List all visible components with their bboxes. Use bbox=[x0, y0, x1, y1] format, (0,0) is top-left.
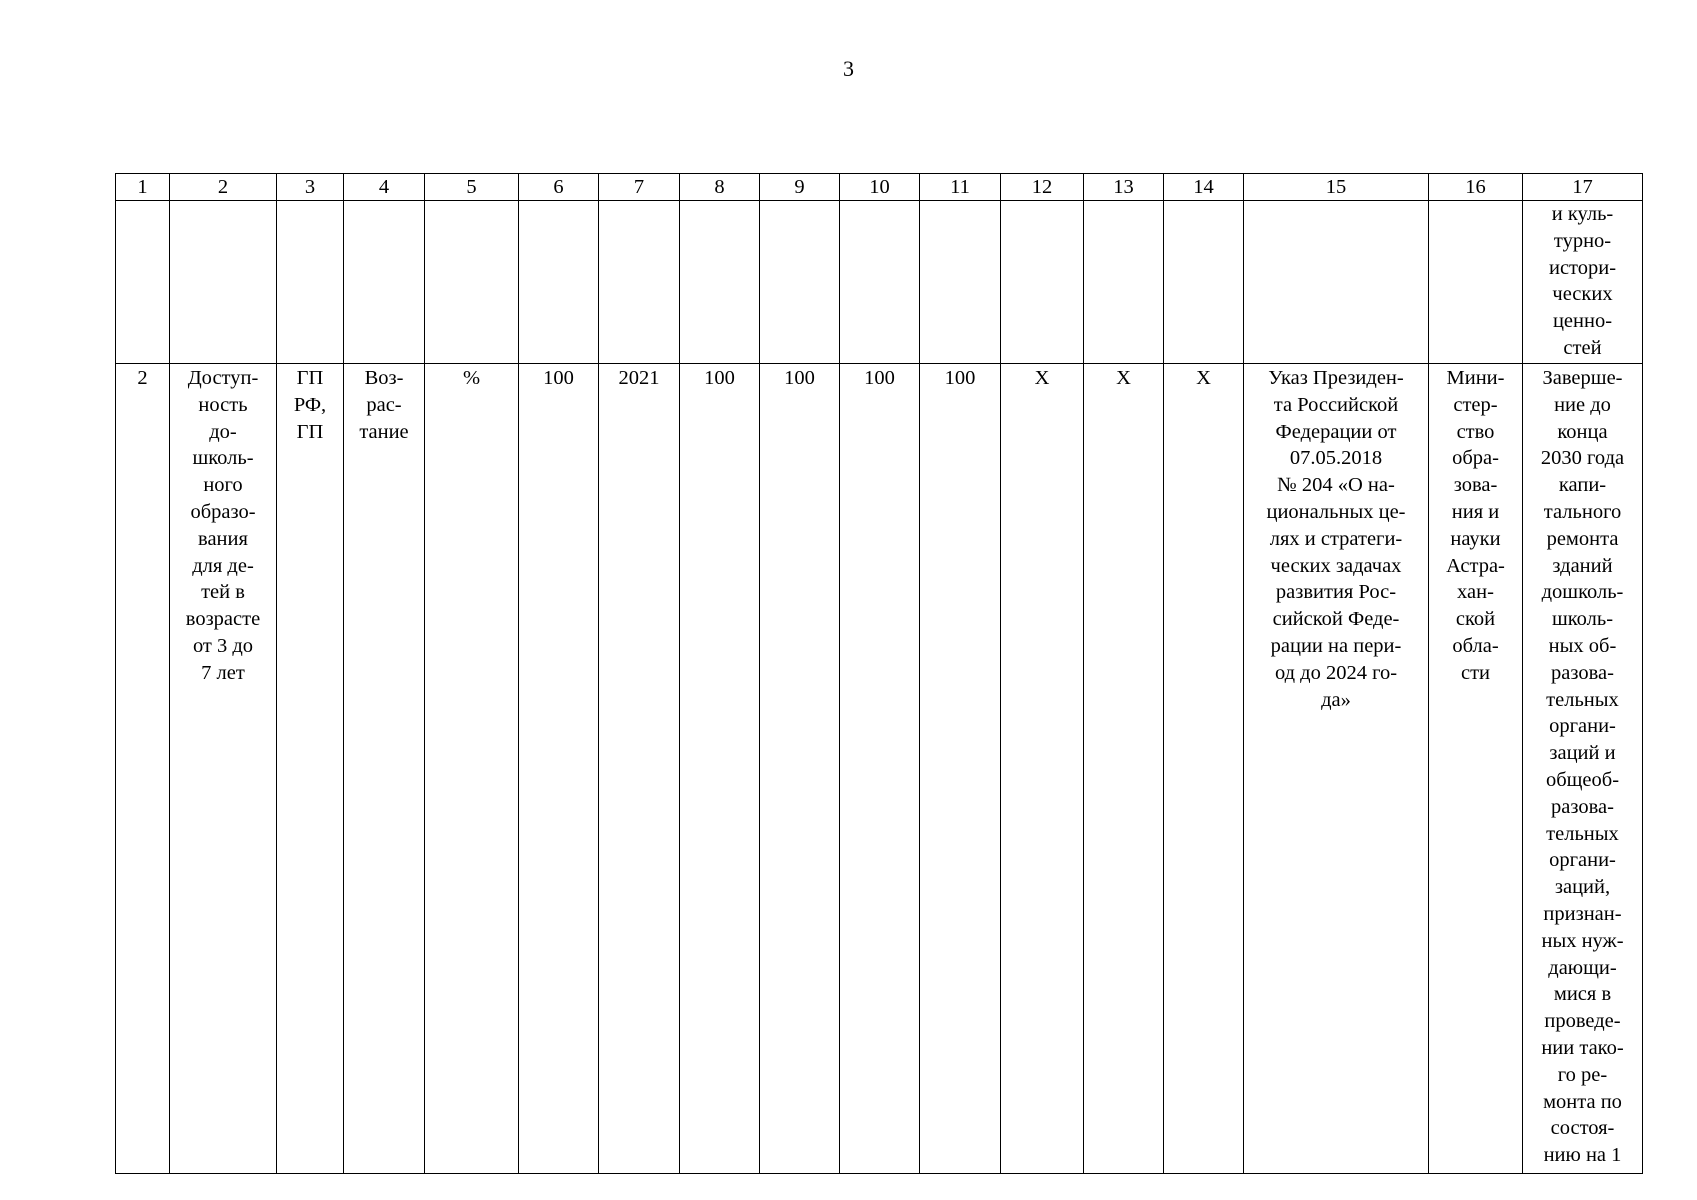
header-cell: 7 bbox=[599, 174, 680, 201]
indicator-name-cell: Доступ- ность до- школь- ного образо- вания для де- тей в возрасте от 3 до 7 лет bbox=[170, 364, 277, 1174]
table-cell bbox=[1244, 201, 1429, 364]
responsible-body-cell: Мини- стер- ство обра- зова- ния и науки Астра- хан- ской обла- сти bbox=[1429, 364, 1523, 1174]
value-cell: Х bbox=[1164, 364, 1244, 1174]
note-cell: Заверше- ние до конца 2030 года капи- тального ремонта зданий дошколь- школь- ных об- разова- тельных органи- заций и общеоб- разова- тельных органи- заций, признан- ных нуж- дающи- мися в проведе- нии тако- го ре- монта по состоя- нию на 1 bbox=[1523, 364, 1643, 1174]
value-cell: 100 bbox=[920, 364, 1001, 1174]
value-cell: 100 bbox=[840, 364, 920, 1174]
table-cell: Воз- рас- тание bbox=[344, 364, 425, 1174]
table-row bbox=[116, 201, 1643, 364]
table-cell bbox=[519, 201, 599, 364]
header-cell: 15 bbox=[1244, 174, 1429, 201]
header-cell: 12 bbox=[1001, 174, 1084, 201]
header-cell: 14 bbox=[1164, 174, 1244, 201]
table-cell bbox=[599, 201, 680, 364]
table-cell: ГП РФ, ГП bbox=[277, 364, 344, 1174]
table-cell bbox=[680, 201, 760, 364]
document-reference-cell: Указ Президен- та Российской Федерации от 07.05.2018 № 204 «О на- циональных це- лях и стратеги- ческих задачах развития Рос- сийской Феде- рации на пери- од до 2024 го- да» bbox=[1244, 364, 1429, 1174]
value-cell: 100 bbox=[760, 364, 840, 1174]
table-cell bbox=[840, 201, 920, 364]
header-cell: 2 bbox=[170, 174, 277, 201]
table-cell bbox=[277, 201, 344, 364]
header-cell: 8 bbox=[680, 174, 760, 201]
table-cell bbox=[425, 201, 519, 364]
data-table bbox=[115, 173, 1643, 1174]
header-cell: 10 bbox=[840, 174, 920, 201]
table-cell bbox=[920, 201, 1001, 364]
header-cell: 4 bbox=[344, 174, 425, 201]
table-cell bbox=[760, 201, 840, 364]
header-cell: 13 bbox=[1084, 174, 1164, 201]
row-number-cell: 2 bbox=[116, 364, 170, 1174]
header-cell: 11 bbox=[920, 174, 1001, 201]
value-cell: 100 bbox=[519, 364, 599, 1174]
year-cell: 2021 bbox=[599, 364, 680, 1174]
page-number: 3 bbox=[843, 56, 854, 81]
header-cell: 6 bbox=[519, 174, 599, 201]
value-cell: Х bbox=[1084, 364, 1164, 1174]
table-cell bbox=[344, 201, 425, 364]
table-cell bbox=[1164, 201, 1244, 364]
table-cell bbox=[170, 201, 277, 364]
table-cell bbox=[116, 201, 170, 364]
value-cell: Х bbox=[1001, 364, 1084, 1174]
value-cell: 100 bbox=[680, 364, 760, 1174]
header-cell: 1 bbox=[116, 174, 170, 201]
unit-cell: % bbox=[425, 364, 519, 1174]
table-cell bbox=[1084, 201, 1164, 364]
table-cell bbox=[1001, 201, 1084, 364]
header-cell: 3 bbox=[277, 174, 344, 201]
header-cell: 17 bbox=[1523, 174, 1643, 201]
table-row bbox=[116, 364, 1643, 1174]
header-cell: 5 bbox=[425, 174, 519, 201]
table-cell bbox=[1429, 201, 1523, 364]
table-cell: и куль- турно- истори- ческих ценно- стей bbox=[1523, 201, 1643, 364]
table-header-row bbox=[116, 174, 1643, 201]
header-cell: 16 bbox=[1429, 174, 1523, 201]
header-cell: 9 bbox=[760, 174, 840, 201]
